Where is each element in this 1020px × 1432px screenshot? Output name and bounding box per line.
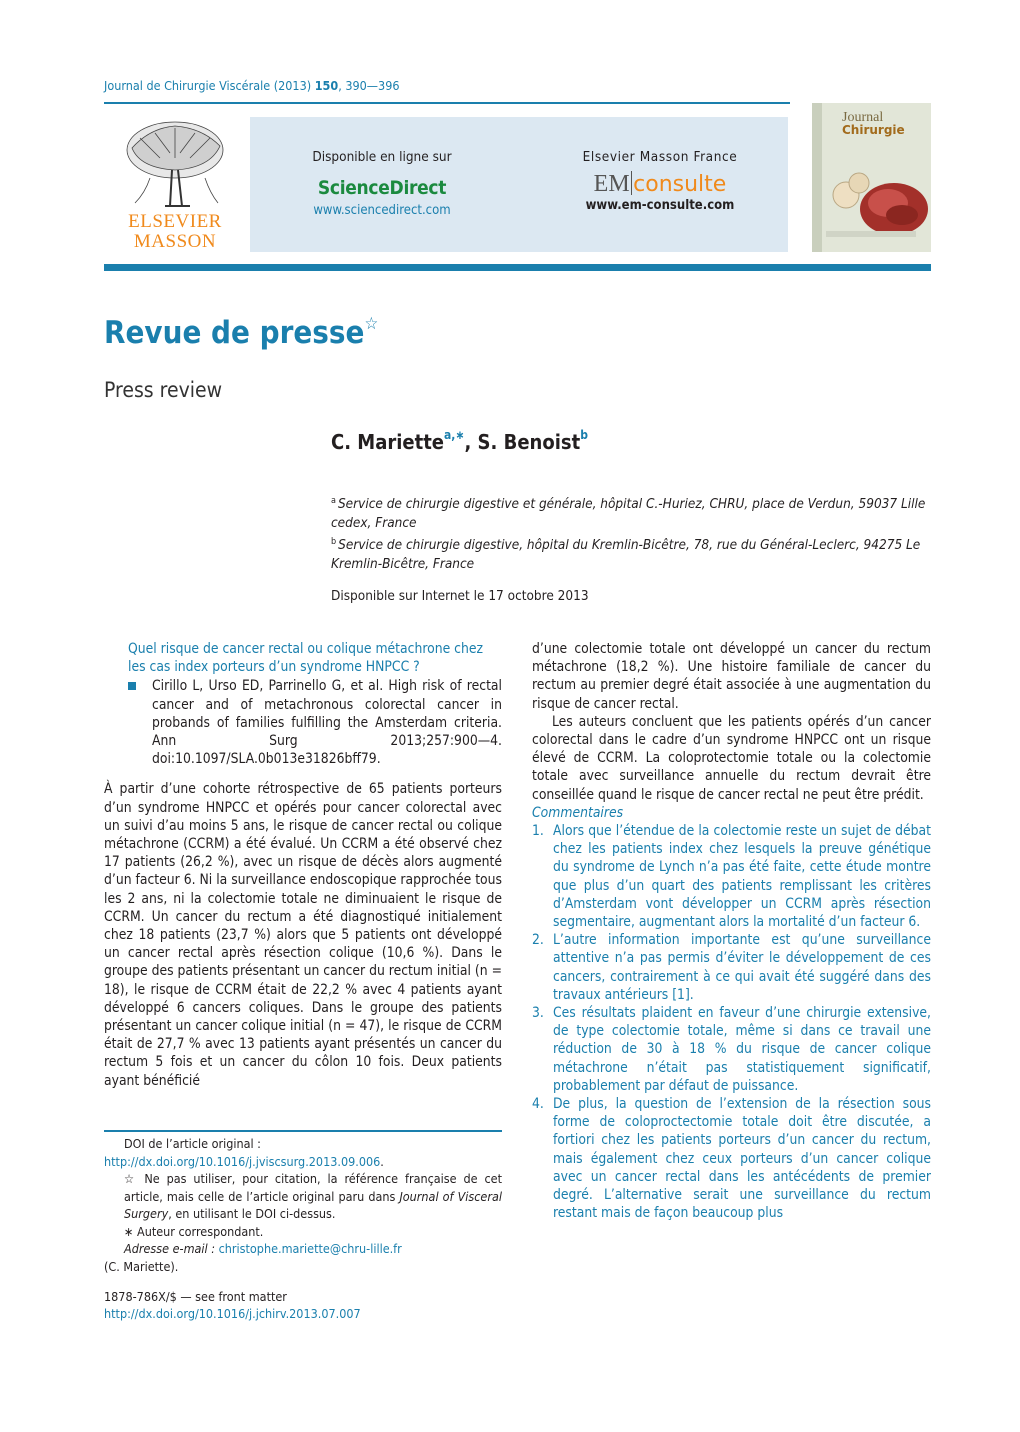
emconsulte-logo[interactable] bbox=[550, 171, 770, 198]
comment-number: 4. bbox=[532, 1096, 544, 1113]
affiliation-text: Service de chirurgie digestive et générale, hôpital C.-Huriez, CHRU, place de Verdun, 59037 Lille cedex, France bbox=[331, 496, 926, 531]
cover-title bbox=[842, 111, 905, 137]
comment-text: Alors que l’étendue de la colectomie reste un sujet de débat chez les patients index chez lesquels la preuve génétique du syndrome de Lynch n’a pas été faite, cette étude montre que plus d’un quart des patients remplissant les critères d’Amsterdam vont développer un CCRM après résection segmentaire, augmentant alors la mortalité d’un facteur 6. bbox=[553, 823, 931, 931]
reference-entry bbox=[128, 677, 502, 768]
footnote-star-mark: ☆ bbox=[124, 1171, 138, 1186]
email-label: Adresse e-mail : bbox=[124, 1241, 216, 1256]
comment-text: De plus, la question de l’extension de la résection sous forme de coloproctectomie totale doit être discutée, a fortiori chez les patients porteurs d’un cancer du rectum, mais également chez ceux porteurs d’un cancer colique avec un cancer rectal dans les antécédents de premier degré. L’alternative serait une surveillance du rectum restant mais de façon beaucoup plus bbox=[553, 1096, 931, 1222]
article-title bbox=[104, 314, 378, 351]
em-logo-em: EM bbox=[593, 171, 630, 197]
author-name: C. Mariette bbox=[331, 430, 445, 454]
comment-text: L’autre information importante est qu’une surveillance attentive n’a pas permis d’éviter le développement de ces cancers, contrairement à ce qui avait été suggéré dans des travaux antérieurs [1]. bbox=[553, 932, 931, 1003]
affiliation-text: Service de chirurgie digestive, hôpital du Kremlin-Bicêtre, 78, rue du Général-Leclerc, 94275 Le Kremlin-Bicêtre, France bbox=[331, 537, 921, 572]
doi-label: DOI de l’article original : bbox=[124, 1136, 261, 1151]
right-column bbox=[532, 640, 931, 1223]
original-doi-link[interactable]: http://dx.doi.org/10.1016/j.jviscsurg.2013.09.006 bbox=[104, 1153, 381, 1169]
author-name: , S. Benoist bbox=[464, 430, 581, 454]
comments-heading: Commentaires bbox=[532, 804, 624, 821]
journal-volume: 150 bbox=[314, 78, 339, 93]
title-footnote-mark[interactable]: ☆ bbox=[364, 314, 379, 334]
comment-item bbox=[532, 931, 931, 1004]
online-date: Disponible sur Internet le 17 octobre 2013 bbox=[331, 588, 589, 604]
comment-number: 2. bbox=[532, 932, 544, 949]
header-rule bbox=[104, 102, 790, 104]
comments-list bbox=[532, 822, 931, 1222]
issn-line: 1878-786X/$ — see front matter bbox=[104, 1289, 287, 1304]
comment-text: Ces résultats plaident en faveur d’une chirurgie extensive, de type colectomie totale, même si dans ce travail une réduction de 30 à 18 % du risque de cancer colique métachrone n’était pas statistiquement significatif, probablement par défaut de puissance. bbox=[553, 1005, 931, 1094]
journal-citation: Journal de Chirurgie Viscérale (2013) 150, 390—396 bbox=[104, 78, 400, 93]
journal-name: Journal de Chirurgie Viscérale (2013) bbox=[104, 78, 312, 93]
availability-banner bbox=[250, 117, 788, 252]
cover-title-line1: Journal bbox=[842, 110, 884, 125]
front-matter bbox=[104, 1288, 361, 1322]
comment-item bbox=[532, 1095, 931, 1222]
journal-pages: 390—396 bbox=[345, 78, 400, 93]
conclusion-paragraph: Les auteurs concluent que les patients opérés d’un cancer colorectal dans le cadre d’un syndrome HNPCC ont un risque élevé de CCRM. La coloprotectomie totale ou la colectomie totale avec surveillance annuelle du rectum devrait être conseillée quand le risque de cancer rectal ne peut être prédit. bbox=[532, 713, 931, 803]
email-owner: (C. Mariette). bbox=[104, 1258, 179, 1274]
footnote-journal: Journal of Visceral Surgery bbox=[124, 1188, 502, 1221]
summary-paragraph: À partir d’une cohorte rétrospective de 65 patients porteurs d’un syndrome HNPCC et opérés pour cancer colorectal avec un suivi d’au moins 5 ans, le risque de cancer rectal ou colique métachrone (CCRM) a été évalué. Un CCRM a été observé chez 17 patients (26,2 %), avec un risque de décès alors augmenté d’un facteur 6. Ni la surveillance endoscopique rapprochée tous les 2 ans, ni la colectomie totale ne diminuaient le risque de CCRM. Un cancer du rectum a été diagnostiqué initialement chez 18 patients (23,7 %) alors que 5 patients ont développé un cancer rectal après résection colique (10,6 %). Dans le groupe des patients présentant un cancer du rectum initial (n = 18), le risque de CCRM était de 22,2 % avec 4 patients ayant développé 6 cancers coliques. Dans le groupe des patients présentant un cancer colique initial (n = 47), le risque de CCRM était de 27,7 % avec 13 patients ayant présentés un cancer du rectum 5 fois et un cancer du côlon 10 fois. Deux patients ayant bénéficié bbox=[104, 781, 502, 1089]
footnote-asterisk: ∗ bbox=[124, 1223, 134, 1239]
email-link[interactable]: christophe.mariette@chru-lille.fr bbox=[218, 1241, 402, 1256]
comment-number: 1. bbox=[532, 823, 544, 840]
footnote-text: , en utilisant le DOI ci-dessus. bbox=[168, 1206, 336, 1221]
header-thick-rule bbox=[104, 264, 931, 271]
footnote-text: Auteur correspondant. bbox=[137, 1223, 264, 1239]
affiliation-mark: b bbox=[331, 537, 337, 547]
comment-item bbox=[532, 822, 931, 931]
article-subtitle: Press review bbox=[104, 378, 223, 402]
comment-item bbox=[532, 1004, 931, 1095]
footnote-text: Ne pas utiliser, pour citation, la référence française de cet article, mais celle de l’article original paru dans bbox=[124, 1171, 502, 1204]
affiliation-a bbox=[331, 492, 931, 533]
citation-footnote bbox=[104, 1170, 502, 1223]
summary-paragraph-continued: d’une colectomie totale ont développé un cancer du rectum métachrone (18,2 %). Une histoire familiale de cancer du rectum au premier degré était associée à une augmentation du risque de cancer rectal. bbox=[532, 641, 931, 712]
bullet-square-icon bbox=[128, 682, 136, 690]
footnotes bbox=[104, 1135, 502, 1275]
author-affiliation-mark[interactable]: a,∗ bbox=[444, 428, 465, 442]
doi-period: . bbox=[380, 1153, 384, 1169]
reference-text: Cirillo L, Urso ED, Parrinello G, et al. High risk of rectal cancer and of metachronous colorectal cancer in probands of families fulfilling the Amsterdam criteria. Ann Surg 2013;257:900—4. doi:10.1097/SLA.0b013e31826bff79. bbox=[152, 678, 502, 768]
email-line bbox=[104, 1240, 502, 1258]
author-list bbox=[331, 428, 588, 454]
publisher-logo-text: ELSEVIER MASSON bbox=[128, 211, 222, 252]
emconsulte-url[interactable]: www.em-consulte.com bbox=[585, 198, 735, 213]
comment-number: 3. bbox=[532, 1005, 544, 1022]
sciencedirect-url[interactable]: www.sciencedirect.com bbox=[313, 203, 451, 218]
left-column bbox=[104, 640, 502, 1090]
affiliation-mark: a bbox=[331, 496, 336, 506]
footnote-rule bbox=[104, 1130, 502, 1132]
corresponding-author-note bbox=[104, 1223, 502, 1241]
author-affiliation-mark[interactable]: b bbox=[580, 428, 588, 442]
section-question-title: Quel risque de cancer rectal ou colique métachrone chez les cas index porteurs d’un syndrome HNPCC ? bbox=[128, 641, 484, 676]
article-doi-link[interactable]: http://dx.doi.org/10.1016/j.jchirv.2013.07.007 bbox=[104, 1306, 361, 1321]
article-title-text: Revue de presse bbox=[104, 315, 365, 351]
em-logo-consulte: consulte bbox=[633, 172, 727, 197]
cover-title-line2: Chirurgie bbox=[842, 123, 905, 137]
publisher-caption: Elsevier Masson France bbox=[582, 149, 738, 165]
online-caption: Disponible en ligne sur bbox=[312, 149, 452, 165]
emconsulte-block bbox=[550, 149, 770, 213]
affiliations bbox=[331, 492, 931, 574]
sciencedirect-logo[interactable]: ScienceDirect bbox=[317, 177, 447, 199]
affiliation-b bbox=[331, 533, 931, 574]
sciencedirect-block bbox=[272, 149, 492, 218]
journal-cover-image bbox=[812, 103, 931, 252]
original-doi-line bbox=[104, 1153, 502, 1171]
